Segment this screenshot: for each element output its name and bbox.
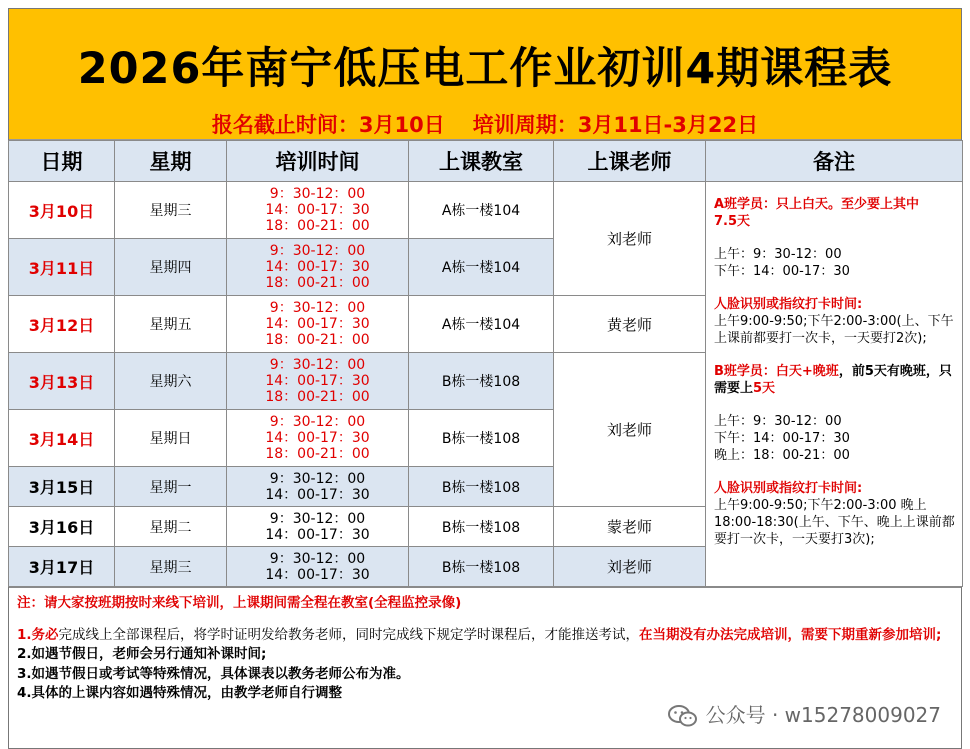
time-slot: 9：30-12：00 xyxy=(269,510,366,527)
class-b-morning: 上午：9：30-12：00 xyxy=(714,414,842,429)
time-cell xyxy=(227,182,409,239)
class-a-clock-heading: 人脸识别或指纹打卡时间: xyxy=(714,297,863,312)
time-cell xyxy=(227,296,409,353)
time-slot: 18：00-21：00 xyxy=(265,218,370,234)
footer-note-3: 3.如遇节假日或考试等特殊情况，具体课表以教务老师公布为准。 xyxy=(17,665,410,682)
date-cell: 3月15日 xyxy=(9,467,115,507)
header-notes: 备注 xyxy=(706,141,963,182)
time-slot: 9：30-12：00 xyxy=(269,186,366,202)
time-slot: 18：00-21：00 xyxy=(265,446,370,462)
date-cell: 3月14日 xyxy=(9,410,115,467)
date-cell: 3月13日 xyxy=(9,353,115,410)
time-slot: 18：00-21：00 xyxy=(265,389,370,405)
day-cell: 星期三 xyxy=(115,182,227,239)
footer-notes xyxy=(9,587,961,748)
watermark-text: 公众号 · w15278009027 xyxy=(705,703,941,728)
time-slot: 14：00-17：30 xyxy=(265,202,370,218)
day-cell: 星期二 xyxy=(115,507,227,547)
schedule-table xyxy=(8,140,963,587)
class-a-clock-text: 上午9:00-9:50;下午2:00-3:00(上、下午上课前都要打一次卡，一天要打2次); xyxy=(714,314,954,346)
time-slot: 14：00-17：30 xyxy=(265,430,370,446)
notes-cell xyxy=(706,182,963,587)
time-slot: 14：00-17：30 xyxy=(265,486,370,503)
table-header-row xyxy=(9,141,963,182)
class-b-heading-rest: ，前5天有晚班，只需要上 xyxy=(714,364,952,396)
class-a-heading: A班学员：只上白天。至少要上其中 xyxy=(714,197,920,212)
class-a-days: 7.5天 xyxy=(714,214,751,229)
teacher-cell: 刘老师 xyxy=(554,182,706,296)
teacher-cell: 蒙老师 xyxy=(554,507,706,547)
table-row xyxy=(9,182,963,239)
header-time: 培训时间 xyxy=(227,141,409,182)
time-slot: 9：30-12：00 xyxy=(269,550,366,567)
class-b-clock-heading: 人脸识别或指纹打卡时间: xyxy=(714,481,863,496)
header-room: 上课教室 xyxy=(409,141,554,182)
class-b-heading: B班学员：白天+晚班 xyxy=(714,364,839,379)
time-cell xyxy=(227,467,409,507)
footer-note-4: 4.具体的上课内容如遇特殊情况，由教学老师自行调整 xyxy=(17,685,343,701)
class-a-morning: 上午：9：30-12：00 xyxy=(714,247,842,262)
class-a-afternoon: 下午：14：00-17：30 xyxy=(714,264,850,279)
time-slot: 9：30-12：00 xyxy=(269,243,366,259)
class-b-evening: 晚上：18：00-21：00 xyxy=(714,448,850,463)
time-slot: 9：30-12：00 xyxy=(269,300,366,316)
date-cell: 3月10日 xyxy=(9,182,115,239)
day-cell: 星期一 xyxy=(115,467,227,507)
subtitle xyxy=(9,109,961,139)
time-cell xyxy=(227,353,409,410)
page-title: 2026年南宁低压电工作业初训4期课程表 xyxy=(77,44,893,94)
time-slot: 14：00-17：30 xyxy=(265,526,370,543)
class-b-clock-text: 上午9:00-9:50;下午2:00-3:00 晚上18:00-18:30(上午、下午、晚上上课前都要打一次卡，一天要打3次); xyxy=(714,498,955,547)
class-b-afternoon: 下午：14：00-17：30 xyxy=(714,431,850,446)
room-cell: B栋一楼108 xyxy=(409,410,554,467)
room-cell: B栋一楼108 xyxy=(409,353,554,410)
time-slot: 14：00-17：30 xyxy=(265,259,370,275)
time-slot: 9：30-12：00 xyxy=(269,414,366,430)
registration-deadline: 报名截止时间：3月10日 xyxy=(211,113,445,137)
room-cell: A栋一楼104 xyxy=(409,239,554,296)
teacher-cell: 刘老师 xyxy=(554,547,706,587)
class-b-days: 5天 xyxy=(753,381,776,396)
date-cell: 3月11日 xyxy=(9,239,115,296)
time-slot: 14：00-17：30 xyxy=(265,373,370,389)
time-cell xyxy=(227,507,409,547)
header-day: 星期 xyxy=(115,141,227,182)
wechat-icon xyxy=(668,704,698,728)
schedule-sheet xyxy=(8,8,962,749)
day-cell: 星期六 xyxy=(115,353,227,410)
date-cell: 3月16日 xyxy=(9,507,115,547)
training-period: 培训周期：3月11日-3月22日 xyxy=(472,113,759,137)
header-date: 日期 xyxy=(9,141,115,182)
room-cell: B栋一楼108 xyxy=(409,547,554,587)
room-cell: B栋一楼108 xyxy=(409,507,554,547)
time-cell xyxy=(227,410,409,467)
header-teacher: 上课老师 xyxy=(554,141,706,182)
time-cell xyxy=(227,547,409,587)
title-band xyxy=(9,9,961,140)
teacher-cell: 黄老师 xyxy=(554,296,706,353)
footer-note-1: 1.务必完成线上全部课程后，将学时证明发给教务老师，同时完成线下规定学时课程后，才能推送考试，在当期没有办法完成培训，需要下期重新参加培训; xyxy=(17,626,942,643)
time-slot: 14：00-17：30 xyxy=(265,316,370,332)
date-cell: 3月12日 xyxy=(9,296,115,353)
footer-note-main: 注：请大家按班期按时来线下培训，上课期间需全程在教室(全程监控录像) xyxy=(17,595,462,611)
watermark xyxy=(668,704,941,728)
room-cell: A栋一楼104 xyxy=(409,182,554,239)
time-slot: 9：30-12：00 xyxy=(269,357,366,373)
time-slot: 14：00-17：30 xyxy=(265,566,370,583)
time-cell xyxy=(227,239,409,296)
day-cell: 星期四 xyxy=(115,239,227,296)
room-cell: B栋一楼108 xyxy=(409,467,554,507)
day-cell: 星期五 xyxy=(115,296,227,353)
time-slot: 18：00-21：00 xyxy=(265,332,370,348)
time-slot: 9：30-12：00 xyxy=(269,470,366,487)
day-cell: 星期日 xyxy=(115,410,227,467)
footer-note-2: 2.如遇节假日，老师会另行通知补课时间; xyxy=(17,646,267,662)
time-slot: 18：00-21：00 xyxy=(265,275,370,291)
day-cell: 星期三 xyxy=(115,547,227,587)
room-cell: A栋一楼104 xyxy=(409,296,554,353)
teacher-cell: 刘老师 xyxy=(554,353,706,507)
date-cell: 3月17日 xyxy=(9,547,115,587)
